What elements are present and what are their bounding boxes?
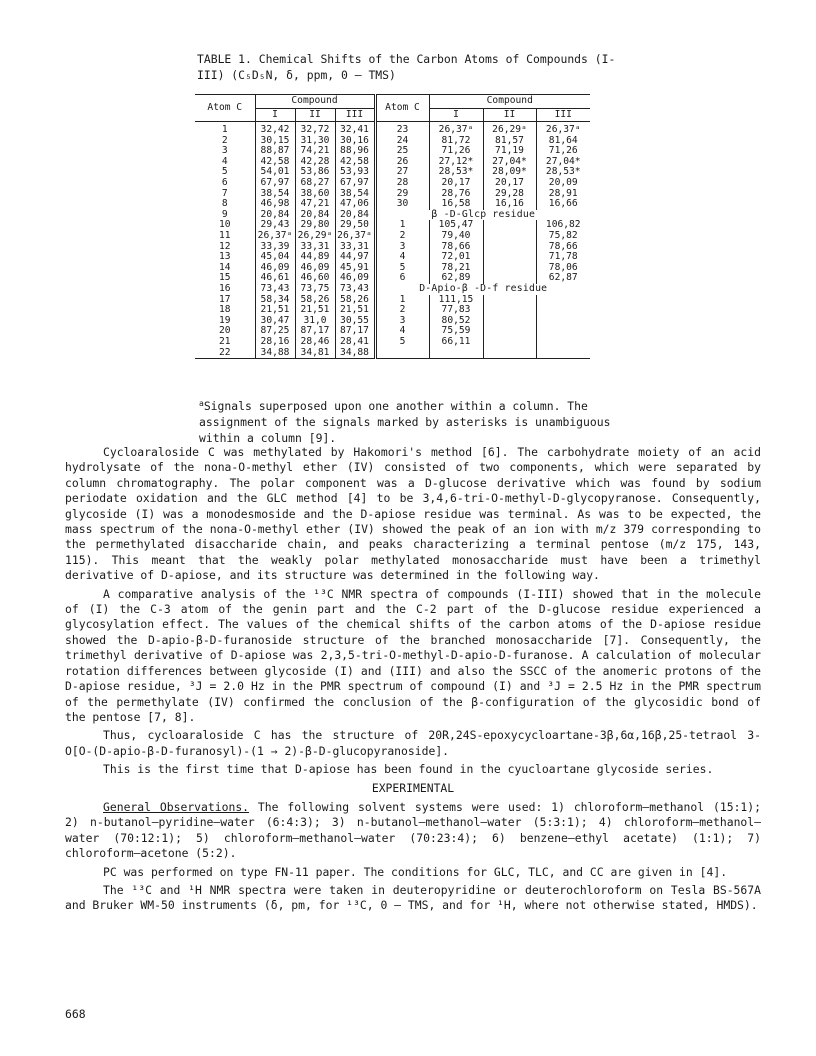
table-cell: 47,06 — [340, 198, 369, 210]
table-cell: 15 — [195, 273, 255, 284]
table-cell — [536, 295, 590, 306]
table-cell: 32,42 — [255, 122, 295, 136]
table-cell: 12 — [195, 242, 255, 253]
table-cell: 34,81 — [295, 348, 335, 359]
col-i-right: I — [429, 108, 483, 122]
table-cell: 46,98 — [255, 199, 295, 210]
table-row — [195, 136, 590, 147]
table-cell: 14 — [195, 263, 255, 274]
table-cell: 7 — [195, 189, 255, 200]
table-cell: 8 — [195, 199, 255, 210]
table-row — [195, 295, 590, 306]
table-cell: 67,97 — [340, 177, 369, 189]
table-cell: 1 — [375, 220, 429, 231]
col-i-left: I — [255, 108, 295, 122]
table-cell: 20,84 — [295, 210, 335, 221]
table-footnote — [199, 396, 619, 446]
table-cell: 38,60 — [295, 189, 335, 200]
table-cell: 26,37ᵃ — [545, 124, 581, 136]
table-cell: 81,72 — [429, 136, 483, 147]
table-cell: 29,80 — [295, 220, 335, 231]
table-cell: 58,26 — [340, 293, 369, 305]
table-cell: 78,21 — [429, 263, 483, 274]
col-ii-left: II — [295, 108, 335, 122]
table-cell: 16,16 — [483, 199, 536, 210]
table-cell: 30,47 — [255, 316, 295, 327]
table-cell: 24 — [375, 136, 429, 147]
table-row — [195, 178, 590, 189]
table-cell: 26,29ᵃ — [483, 122, 536, 136]
table-cell: 29,50 — [340, 219, 369, 231]
table-cell: 75,82 — [548, 230, 578, 242]
table-cell — [429, 348, 483, 359]
table-cell: 6 — [375, 273, 429, 284]
table-cell: 23 — [375, 122, 429, 136]
table-cell: 75,59 — [429, 326, 483, 337]
table-cell: 78,06 — [548, 261, 578, 273]
table-cell: 26,37ᵃ — [255, 231, 295, 242]
table-cell: 28 — [375, 178, 429, 189]
chemical-shifts-table — [195, 94, 590, 359]
table-cell: 3 — [375, 316, 429, 327]
table-body — [195, 122, 590, 359]
table-cell: 33,31 — [295, 242, 335, 253]
table-cell: 111,15 — [429, 295, 483, 306]
table-cell — [483, 337, 536, 348]
solvents-text: The following solvent systems were used: 1) chloroform—methanol (15:1); 2) n-butanol—pyridine—water (6:4:3); 3) n-butanol—methanol—water (5:3:1); 4) chloroform—methanol—water (70:12:1); 5) chloroform—methanol—water (70:23:4); 6) benzene—ethyl acetate) (1:1); 7) chloroform—acetone (5:2). — [65, 799, 762, 861]
table-cell: 42,28 — [295, 157, 335, 168]
table-cell: 87,25 — [255, 326, 295, 337]
col-iii-right: III — [554, 108, 572, 120]
table-cell: 18 — [195, 305, 255, 316]
table-cell: 29,43 — [255, 220, 295, 231]
col-atom-left: Atom C — [195, 95, 255, 122]
table-cell: 38,54 — [340, 187, 369, 199]
table-cell: 46,09 — [295, 263, 335, 274]
table-cell: 2 — [375, 305, 429, 316]
table-cell — [483, 252, 536, 263]
table-cell: 88,87 — [255, 146, 295, 157]
table-cell — [483, 295, 536, 306]
table-cell: 46,09 — [340, 272, 369, 284]
col-compound-left: Compound — [255, 95, 375, 109]
table-cell: 5 — [375, 337, 429, 348]
table-cell: 13 — [195, 252, 255, 263]
table-cell: 38,54 — [255, 189, 295, 200]
table-row — [195, 189, 590, 200]
table-cell: 4 — [375, 326, 429, 337]
table-cell — [483, 231, 536, 242]
table-row — [195, 242, 590, 253]
table-cell: 66,11 — [429, 337, 483, 348]
table-cell: 20,84 — [255, 210, 295, 221]
table-cell: 28,09* — [483, 167, 536, 178]
paragraph-nmr-analysis: A comparative analysis of the ¹³C NMR spectra of compounds (I-III) showed that in the molecule of (I) the C-3 atom of the genin part and the C-2 part of the D-glucose residue experienced a glycosylation effect. The values of the chemical shifts of the carbon atoms of the D-apiose residue showed the D-apio-β-D-furanoside structure of the branched monosaccharide [7]. Consequently, the trimethyl derivative of D-apiose was 2,3,5-tri-O-methyl-D-apio-D-furanose. A calculation of molecular rotation differences between glycoside (I) and (III) and also the SSCC of the anomeric protons of the D-apiose residue, ³J = 2.0 Hz in the PMR spectrum of compound (I) and ³J = 2.5 Hz in the PMR spectrum of the permethylate (IV) confirmed the conclusion of the β-configuration of the glycosidic bond of the pentose [7, 8]. — [65, 586, 761, 724]
table-row — [195, 337, 590, 348]
table-cell: 45,91 — [340, 261, 369, 273]
table-row — [195, 316, 590, 327]
table-cell: 26 — [375, 157, 429, 168]
table-cell: 28,53* — [429, 167, 483, 178]
table-cell: 26,37ᵃ — [429, 122, 483, 136]
table-cell: 62,87 — [548, 272, 578, 284]
table-cell: 44,97 — [340, 251, 369, 263]
table-cell: 71,19 — [483, 146, 536, 157]
table-cell: 4 — [195, 157, 255, 168]
table-cell: 34,88 — [335, 348, 375, 359]
paragraph-methylation: Cycloaraloside C was methylated by Hakomori's method [6]. The carbohydrate moiety of an acid hydrolysate of the nona-O-methyl ether (IV) consisted of two components, which were separated by column chromatography. The polar component was a D-glucose derivative which was found by sodium periodate oxidation and the GLC method [4] to be 3,4,6-tri-O-methyl-D-glycopyranose. Consequently, glycoside (I) was a monodesmoside and the D-apiose residue was terminal. As was to be expected, the mass spectrum of the nona-O-methyl ether (IV) showed the peak of an ion with m/z 379 corresponding to the permethylated disaccharide chain, and peaks characterizing a terminal pentose (m/z 175, 143, 115). This meant that the weakly polar methylated monosaccharide must have been a trimethyl derivative of D-apiose, and its structure was determined in the following way. — [65, 445, 761, 583]
table-cell: 21 — [195, 337, 255, 348]
table-cell: 53,86 — [295, 167, 335, 178]
table-cell: 33,39 — [255, 242, 295, 253]
table-cell: 21,51 — [255, 305, 295, 316]
table-cell — [375, 348, 429, 359]
table-cell — [483, 305, 536, 316]
table-cell: 88,96 — [340, 145, 369, 157]
table-cell: 80,52 — [429, 316, 483, 327]
table-cell: 27 — [375, 167, 429, 178]
table-cell: 16,66 — [548, 198, 578, 210]
table-cell: 33,31 — [340, 240, 369, 252]
table-cell: 44,89 — [295, 252, 335, 263]
table-row — [195, 263, 590, 274]
table-cell: 25 — [375, 146, 429, 157]
table-cell: 67,97 — [255, 178, 295, 189]
col-compound-right: Compound — [429, 95, 590, 109]
table-cell: 73,75 — [295, 284, 335, 295]
table-cell — [483, 220, 536, 231]
footnote-mark: a — [199, 399, 204, 408]
table-cell: 81,64 — [548, 134, 578, 146]
table-cell: 28,16 — [255, 337, 295, 348]
table-cell: 29 — [375, 189, 429, 200]
table-cell: 16,58 — [429, 199, 483, 210]
table-cell: 28,53* — [545, 166, 581, 178]
table-row — [195, 157, 590, 168]
table-cell: 2 — [375, 231, 429, 242]
table-row — [195, 122, 590, 136]
page-number: 668 — [65, 1007, 86, 1021]
table-cell — [536, 348, 590, 359]
table-row — [195, 348, 590, 359]
table-cell: 27,04* — [545, 155, 581, 167]
col-atom-right: Atom C — [375, 95, 429, 122]
table-cell: 105,47 — [429, 220, 483, 231]
table-cell: 28,41 — [340, 335, 369, 347]
table-row — [195, 220, 590, 231]
table-cell: 20,84 — [340, 208, 369, 220]
table-cell: 78,66 — [548, 240, 578, 252]
table-cell: 3 — [195, 146, 255, 157]
paragraph-structure: Thus, cycloaraloside C has the structure of 20R,24S-epoxycycloartane-3β,6α,16β,25-tetraol 3-O[O-(D-apio-β-D-furanosyl)-(1 → 2)-β-D-glucopyranoside]. — [65, 728, 761, 758]
table-cell: 42,58 — [255, 157, 295, 168]
table-cell: 28,46 — [295, 337, 335, 348]
section-heading-experimental: EXPERIMENTAL — [371, 780, 455, 795]
table-cell: 68,27 — [295, 178, 335, 189]
table-row — [195, 146, 590, 157]
table-cell — [536, 305, 590, 316]
table-cell: 34,88 — [255, 348, 295, 359]
table-cell: 21,51 — [295, 305, 335, 316]
table-cell: 30,55 — [340, 314, 369, 326]
table-cell: 45,04 — [255, 252, 295, 263]
table-cell: 106,82 — [545, 219, 581, 231]
table-cell: 87,17 — [295, 326, 335, 337]
paragraph-solvents — [65, 800, 761, 862]
table-caption: TABLE 1. Chemical Shifts of the Carbon Atoms of Compounds (I-III) (C₅D₅N, δ, ppm, 0 – TMS) — [197, 52, 616, 82]
table-row — [195, 305, 590, 316]
table-cell — [536, 316, 590, 327]
table-cell: 74,21 — [295, 146, 335, 157]
general-observations-lead: General Observations. — [103, 799, 250, 814]
table-cell — [483, 326, 536, 337]
table-cell: 17 — [195, 295, 255, 306]
table-cell: 30,16 — [340, 134, 369, 146]
table-cell: 27,04* — [483, 157, 536, 168]
table-cell: 4 — [375, 252, 429, 263]
table-cell: 20,09 — [548, 177, 578, 189]
table-cell: 79,40 — [429, 231, 483, 242]
table-cell: 19 — [195, 316, 255, 327]
table-cell: 20 — [195, 326, 255, 337]
table-cell: 58,34 — [255, 295, 295, 306]
table-cell: 1 — [375, 295, 429, 306]
table-cell: 28,76 — [429, 189, 483, 200]
table-cell — [536, 337, 590, 348]
table-cell: 16 — [195, 284, 255, 295]
table-cell: 46,60 — [295, 273, 335, 284]
table-cell: 1 — [195, 122, 255, 136]
table-cell: 29,28 — [483, 189, 536, 200]
col-iii-left: III — [345, 108, 364, 120]
table-cell: 20,17 — [429, 178, 483, 189]
table-cell: 21,51 — [340, 304, 369, 316]
paragraph-pc: PC was performed on type FN-11 paper. The conditions for GLC, TLC, and CC are given in [4]. — [103, 864, 728, 879]
table-cell: 54,01 — [255, 167, 295, 178]
table-row — [195, 167, 590, 178]
table-cell: 9 — [195, 210, 255, 221]
table-cell: 46,61 — [255, 273, 295, 284]
table-cell: 30,15 — [255, 136, 295, 147]
table-cell: 28,91 — [548, 187, 578, 199]
table-cell: 58,26 — [295, 295, 335, 306]
table-cell: 26,29ᵃ — [295, 231, 335, 242]
table-cell — [536, 326, 590, 337]
table-cell: 46,09 — [255, 263, 295, 274]
table-cell — [483, 348, 536, 359]
table-cell: 73,43 — [255, 284, 295, 295]
table-cell: 53,93 — [340, 166, 369, 178]
table-cell: 72,01 — [429, 252, 483, 263]
table-cell: 30 — [375, 199, 429, 210]
table-cell: 32,41 — [340, 124, 369, 136]
table-cell: 5 — [195, 167, 255, 178]
table-cell: 31,0 — [295, 316, 335, 327]
table-cell: 32,72 — [295, 122, 335, 136]
table-cell — [483, 242, 536, 253]
table-cell — [483, 316, 536, 327]
col-ii-right: II — [483, 108, 536, 122]
article-body — [65, 445, 761, 917]
table-cell: 71,78 — [548, 251, 578, 263]
table-cell: 81,57 — [483, 136, 536, 147]
table-cell: 78,66 — [429, 242, 483, 253]
paragraph-first-time: This is the first time that D-apiose has been found in the cyucloartane glycoside series. — [103, 762, 714, 777]
table-cell: 71,26 — [429, 146, 483, 157]
table-cell: 26,37ᵃ — [337, 230, 372, 242]
table-cell: 3 — [375, 242, 429, 253]
table-cell: 73,43 — [340, 283, 369, 294]
table-cell: 10 — [195, 220, 255, 231]
table-cell: 62,89 — [429, 273, 483, 284]
table-cell: 5 — [375, 263, 429, 274]
table-row — [195, 284, 590, 295]
table-cell — [483, 263, 536, 274]
apiose-residue-header: D-Apio-β -D-f residue — [375, 284, 590, 295]
table-cell: 31,30 — [295, 136, 335, 147]
table-row — [195, 252, 590, 263]
table-row — [195, 326, 590, 337]
table-row — [195, 231, 590, 242]
table-cell: 87,17 — [340, 325, 369, 337]
table-cell: 20,17 — [483, 178, 536, 189]
table-cell: 22 — [195, 348, 255, 359]
table-cell: 71,26 — [548, 145, 578, 157]
table-cell: 47,21 — [295, 199, 335, 210]
table-row — [195, 210, 590, 221]
footnote-text: Signals superposed upon one another within a column. The assignment of the signals marked by asterisks is unambiguous within a column [9]. — [199, 399, 611, 445]
table-cell: 77,83 — [429, 305, 483, 316]
table-cell: 27,12* — [429, 157, 483, 168]
table-cell: 2 — [195, 136, 255, 147]
table-cell: 6 — [195, 178, 255, 189]
paragraph-spectra: The ¹³C and ¹H NMR spectra were taken in deuteropyridine or deuterochloroform on Tesla BS-567A and Bruker WM-50 instruments (δ, pm, for ¹³C, 0 – TMS, and for ¹H, where not otherwise stated, HMDS). — [65, 882, 761, 913]
glc-residue-header: β -D-Glcp residue — [375, 210, 590, 221]
table-cell: 42,58 — [340, 155, 369, 167]
table-cell: 11 — [195, 231, 255, 242]
